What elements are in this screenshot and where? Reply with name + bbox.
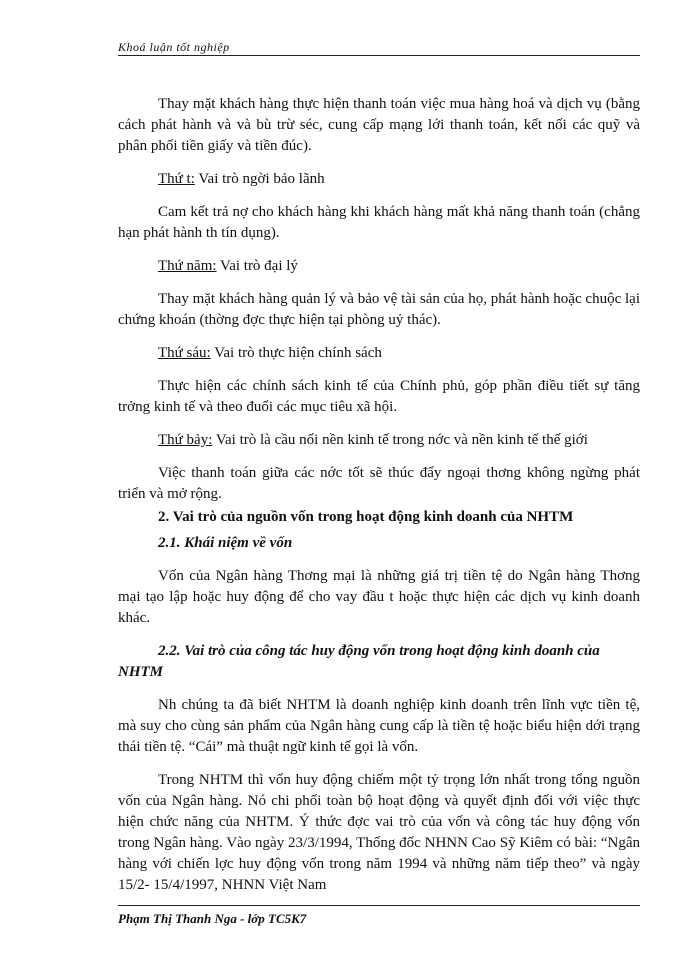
heading-sixth-label: Thứ sáu: [158,345,211,361]
heading-fifth-role [118,256,640,277]
heading-fifth-label: Thứ năm: [158,258,217,274]
heading-seventh-role [118,430,640,451]
paragraph-agent-role: Thay mặt khách hàng quản lý và bảo vệ tài sản của họ, phát hành hoặc chuộc lại chứng khoán (thờng đợc thực hiện tại phòng uỷ thác). [118,291,640,328]
page-header: Khoá luận tốt nghiệp [118,40,640,56]
heading-seventh-title: Vai trò là cầu nối nền kinh tế trong nớc và nền kinh tế thế giới [212,432,588,448]
heading-fourth-label: Thứ t: [158,171,195,187]
paragraph-policy-role: Thực hiện các chính sách kinh tế của Chính phủ, góp phần điều tiết sự tăng trởng kinh tế và theo đuổi các mục tiêu xã hội. [118,378,640,415]
subsection-heading-mobilization-role: 2.2. Vai trò của công tác huy động vốn trong hoạt động kinh doanh của NHTM [118,643,600,680]
paragraph-international-payment: Việc thanh toán giữa các nớc tốt sẽ thúc đẩy ngoại thơng không ngừng phát triển và mở rộng. [118,465,640,502]
subsection-heading-capital-concept: 2.1. Khái niệm về vốn [158,535,293,551]
paragraph-guarantee-role: Cam kết trả nợ cho khách hàng khi khách hàng mất khả năng thanh toán (chẳng hạn phát hành th tín dụng). [118,204,640,241]
document-body [118,94,640,908]
heading-fifth-title: Vai trò đại lý [216,258,298,274]
heading-sixth-role [118,343,640,364]
page-footer: Phạm Thị Thanh Nga - lớp TC5K7 [118,905,640,927]
paragraph-bank-products: Nh chúng ta đã biết NHTM là doanh nghiệp kinh doanh trên lĩnh vực tiền tệ, mà suy cho cùng sản phẩm của Ngân hàng cung cấp là tiền tệ hoặc biểu hiện dới trạng thái tiền tệ. “Cái” mà thuật ngữ kinh tế gọi là vốn. [118,697,640,755]
section-heading-capital-role: 2. Vai trò của nguồn vốn trong hoạt động kinh doanh của NHTM [158,509,574,525]
heading-seventh-label: Thứ bảy: [158,432,213,448]
heading-fourth-title: Vai trò ngời bảo lãnh [194,171,325,187]
paragraph-capital-definition: Vốn của Ngân hàng Thơng mại là những giá trị tiền tệ do Ngân hàng Thơng mại tạo lập hoặc huy động để cho vay đầu t hoặc thực hiện các dịch vụ kinh doanh khác. [118,568,640,626]
heading-fourth-role [118,169,640,190]
paragraph-mobilized-capital: Trong NHTM thì vốn huy động chiếm một tỷ trọng lớn nhất trong tổng nguồn vốn của Ngân hàng. Nó chi phối toàn bộ hoạt động và quyết định đối với việc thực hiện chức năng của NHTM. Ý thức đợc vai trò của vốn và công tác huy động vốn trong Ngân hàng. Vào ngày 23/3/1994, Thống đốc NHNN Cao Sỹ Kiêm có bài: “Ngân hàng với chiến lợc huy động vốn trong năm 1994 và những năm tiếp theo” và ngày 15/2- 15/4/1997, NHNN Việt Nam [118,772,640,893]
heading-sixth-title: Vai trò thực hiện chính sách [210,345,382,361]
paragraph-payment-role: Thay mặt khách hàng thực hiện thanh toán việc mua hàng hoá và dịch vụ (bằng cách phát hành và và bù trừ séc, cung cấp mạng lới thanh toán, kết nối các quỹ và phân phối tiền giấy và tiền đúc). [118,96,640,154]
